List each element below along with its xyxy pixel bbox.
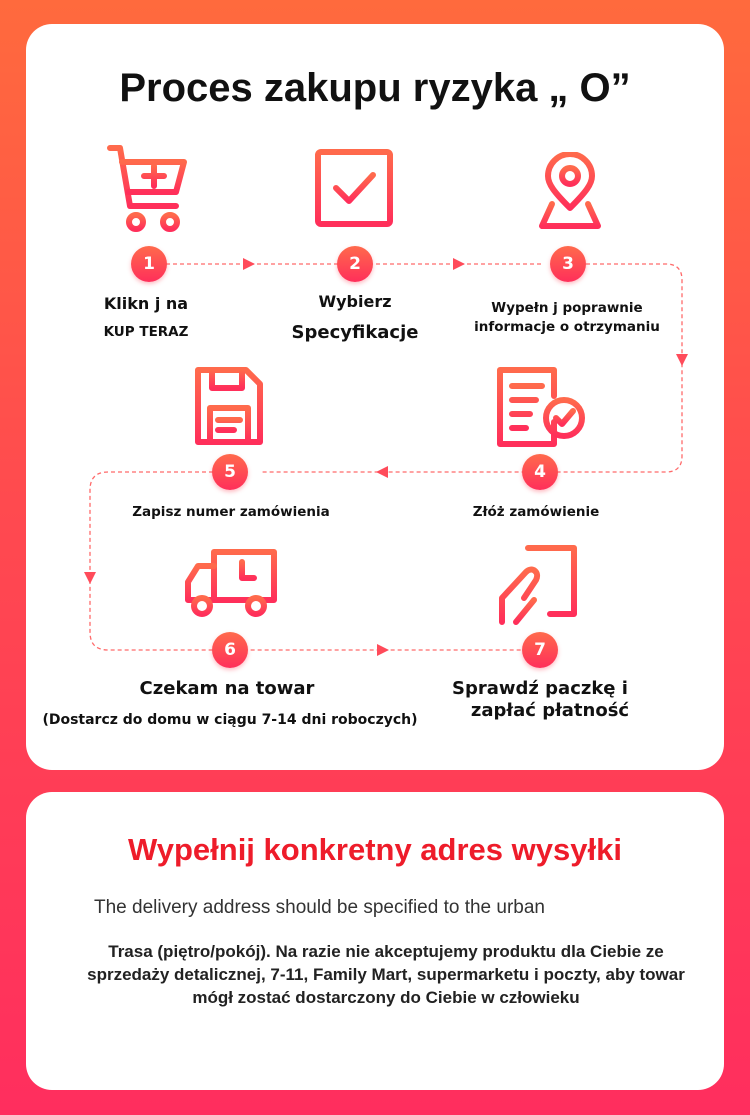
step-6-sublabel: (Dostarcz do domu w ciągu 7-14 dni roboczych) [42,712,418,728]
shipping-address-card [26,792,724,1090]
order-form-icon [496,366,588,448]
step-4-label: Złóż zamówienie [472,504,600,520]
process-flow-connectors [26,24,724,770]
step-3-badge: 3 [550,246,586,282]
page-title: Proces zakupu ryzyka „ O” [119,66,631,110]
step-2-label: Wybierz [318,292,392,311]
english-note: The delivery address should be specified to the urban [94,897,545,918]
step-1-label: Klikn j na [103,294,189,313]
purchase-process-card [26,24,724,770]
location-pin-icon [534,152,606,230]
step-3-label: Wypełn j poprawnie [491,300,643,316]
step-5-badge: 5 [212,454,248,490]
step-7-badge: 7 [522,632,558,668]
save-icon [194,366,264,446]
shipping-heading: Wypełnij konkretny adres wysyłki [128,832,622,867]
step-1-sublabel: KUP TERAZ [103,324,189,340]
step-5-label: Zapisz numer zamówienia [132,504,330,520]
step-2-badge: 2 [337,246,373,282]
delivery-truck-icon [184,548,278,618]
checkbox-icon [314,148,394,228]
cart-plus-icon [106,142,190,234]
step-6-label: Czekam na towar [139,678,315,699]
payment-card-hand-icon [498,544,580,626]
step-1-badge: 1 [131,246,167,282]
step-2-sublabel: Specyfikacje [291,322,419,343]
polish-note: Trasa (piętro/pokój). Na razie nie akceptujemy produktu dla Ciebie ze sprzedaży detalicznej, 7-11, Family Mart, supermarketu i poczty, aby towar mógł zostać dostarczony do Ciebie w człowieku [87,942,685,1007]
step-4-badge: 4 [522,454,558,490]
step-6-badge: 6 [212,632,248,668]
step-3-sublabel: informacje o otrzymaniu [474,319,660,335]
step-7-sublabel: zapłać płatność [470,700,630,721]
step-7-label: Sprawdź paczkę i [452,678,628,699]
